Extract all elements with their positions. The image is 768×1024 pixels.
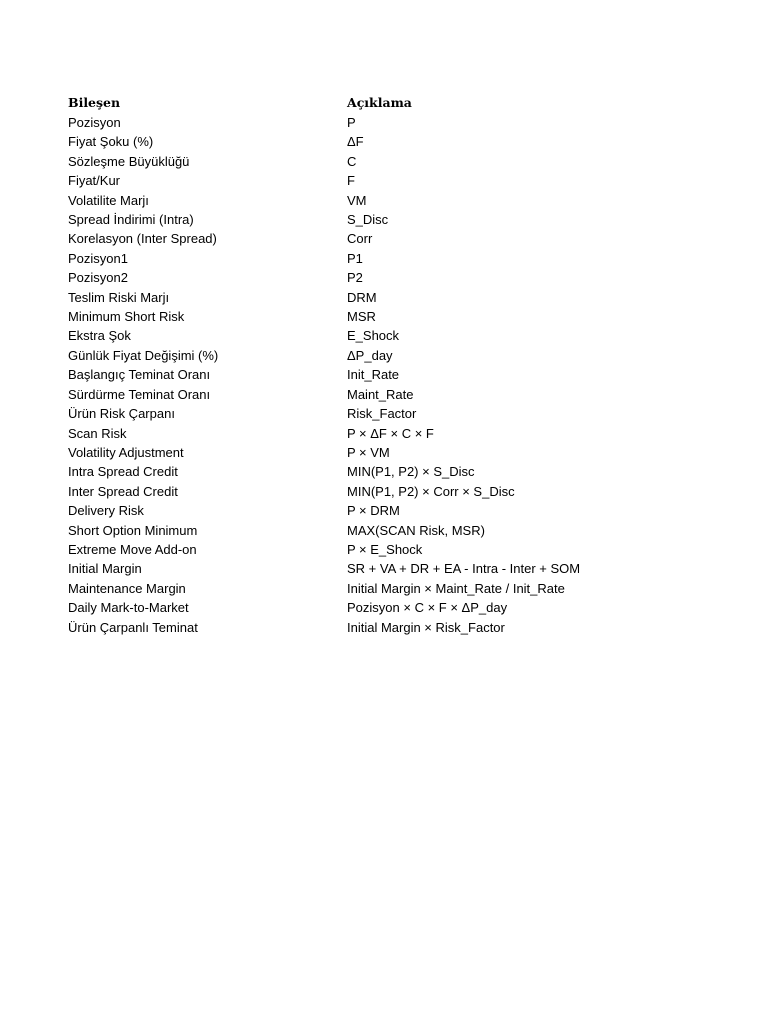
table-row (68, 462, 707, 481)
component-cell: Ekstra Şok (68, 328, 131, 344)
table-row (68, 268, 707, 287)
description-cell: P × VM (347, 444, 390, 460)
description-cell: MAX(SCAN Risk, MSR) (347, 522, 485, 538)
component-cell: Fiyat/Kur (68, 173, 121, 189)
table-row (68, 191, 707, 210)
description-cell: S_Disc (347, 212, 389, 228)
table-row (68, 521, 707, 540)
description-cell: P × DRM (347, 503, 400, 519)
description-cell: Pozisyon × C × F × ΔP_day (347, 600, 508, 616)
table-row (68, 482, 707, 501)
component-cell: Initial Margin (68, 561, 142, 577)
component-cell: Intra Spread Credit (68, 464, 178, 480)
table-row (68, 579, 707, 598)
component-cell: Extreme Move Add-on (68, 541, 197, 557)
table-row (68, 385, 707, 404)
table-row (68, 598, 707, 617)
component-cell: Maintenance Margin (68, 580, 186, 596)
component-cell: Pozisyon1 (68, 250, 128, 266)
table-header (68, 93, 707, 113)
description-cell: Initial Margin × Maint_Rate / Init_Rate (347, 580, 565, 596)
component-cell: Delivery Risk (68, 503, 144, 519)
description-cell: SR + VA + DR + EA - Intra - Inter + SOM (347, 561, 581, 577)
description-cell: Maint_Rate (347, 386, 414, 402)
table-row (68, 559, 707, 578)
description-cell: P (347, 115, 356, 130)
table-row (68, 443, 707, 462)
column-header-component: Bileşen (68, 95, 121, 111)
table-row (68, 210, 707, 229)
component-cell: Volatilite Marjı (68, 192, 149, 208)
description-cell: Risk_Factor (347, 406, 417, 422)
description-cell: Corr (347, 231, 373, 247)
component-cell: Korelasyon (Inter Spread) (68, 231, 217, 247)
header-row (68, 93, 707, 113)
table-row (68, 326, 707, 345)
description-cell: C (347, 153, 357, 169)
description-cell: E_Shock (347, 328, 400, 344)
table-row (68, 404, 707, 423)
component-cell: Teslim Riski Marjı (68, 289, 170, 305)
description-cell: Initial Margin × Risk_Factor (347, 619, 505, 635)
table-row (68, 501, 707, 520)
table-row (68, 229, 707, 248)
column-header-description: Açıklama (347, 95, 412, 111)
component-cell: Inter Spread Credit (68, 483, 178, 499)
description-cell: MSR (347, 309, 376, 325)
table-row (68, 152, 707, 171)
table-row (68, 365, 707, 384)
description-cell: MIN(P1, P2) × S_Disc (347, 464, 475, 480)
component-cell: Başlangıç Teminat Oranı (68, 367, 211, 383)
table-row (68, 424, 707, 443)
description-cell: MIN(P1, P2) × Corr × S_Disc (347, 483, 515, 499)
description-cell: F (347, 173, 355, 189)
component-cell: Sürdürme Teminat Oranı (68, 386, 211, 402)
description-cell: P1 (347, 250, 363, 266)
description-cell: Init_Rate (347, 367, 400, 383)
component-cell: Short Option Minimum (68, 522, 198, 538)
component-cell: Volatility Adjustment (68, 444, 184, 460)
description-cell: ΔF (347, 134, 364, 150)
component-cell: Daily Mark-to-Market (68, 600, 189, 616)
description-cell: P × ΔF × C × F (347, 425, 434, 441)
table-row (68, 346, 707, 365)
component-cell: Scan Risk (68, 425, 127, 441)
table-row (68, 307, 707, 326)
table-row (68, 540, 707, 559)
component-cell: Sözleşme Büyüklüğü (68, 153, 190, 169)
table-row (68, 132, 707, 151)
table-body (68, 113, 707, 637)
table-row (68, 249, 707, 268)
table-row (68, 113, 707, 132)
description-cell: P2 (347, 270, 363, 286)
table-row (68, 618, 707, 637)
description-cell: DRM (347, 289, 377, 305)
table-row (68, 171, 707, 190)
description-cell: P × E_Shock (347, 541, 423, 557)
margin-components-table (68, 93, 707, 637)
component-cell: Pozisyon (68, 115, 121, 130)
component-cell: Ürün Çarpanlı Teminat (68, 619, 198, 635)
description-cell: ΔP_day (347, 347, 393, 363)
description-cell: VM (347, 192, 367, 208)
component-cell: Spread İndirimi (Intra) (68, 212, 194, 228)
table-row (68, 288, 707, 307)
component-cell: Ürün Risk Çarpanı (68, 406, 175, 422)
component-cell: Günlük Fiyat Değişimi (%) (68, 347, 219, 363)
component-cell: Pozisyon2 (68, 270, 128, 286)
component-cell: Minimum Short Risk (68, 309, 185, 325)
component-cell: Fiyat Şoku (%) (68, 134, 154, 150)
